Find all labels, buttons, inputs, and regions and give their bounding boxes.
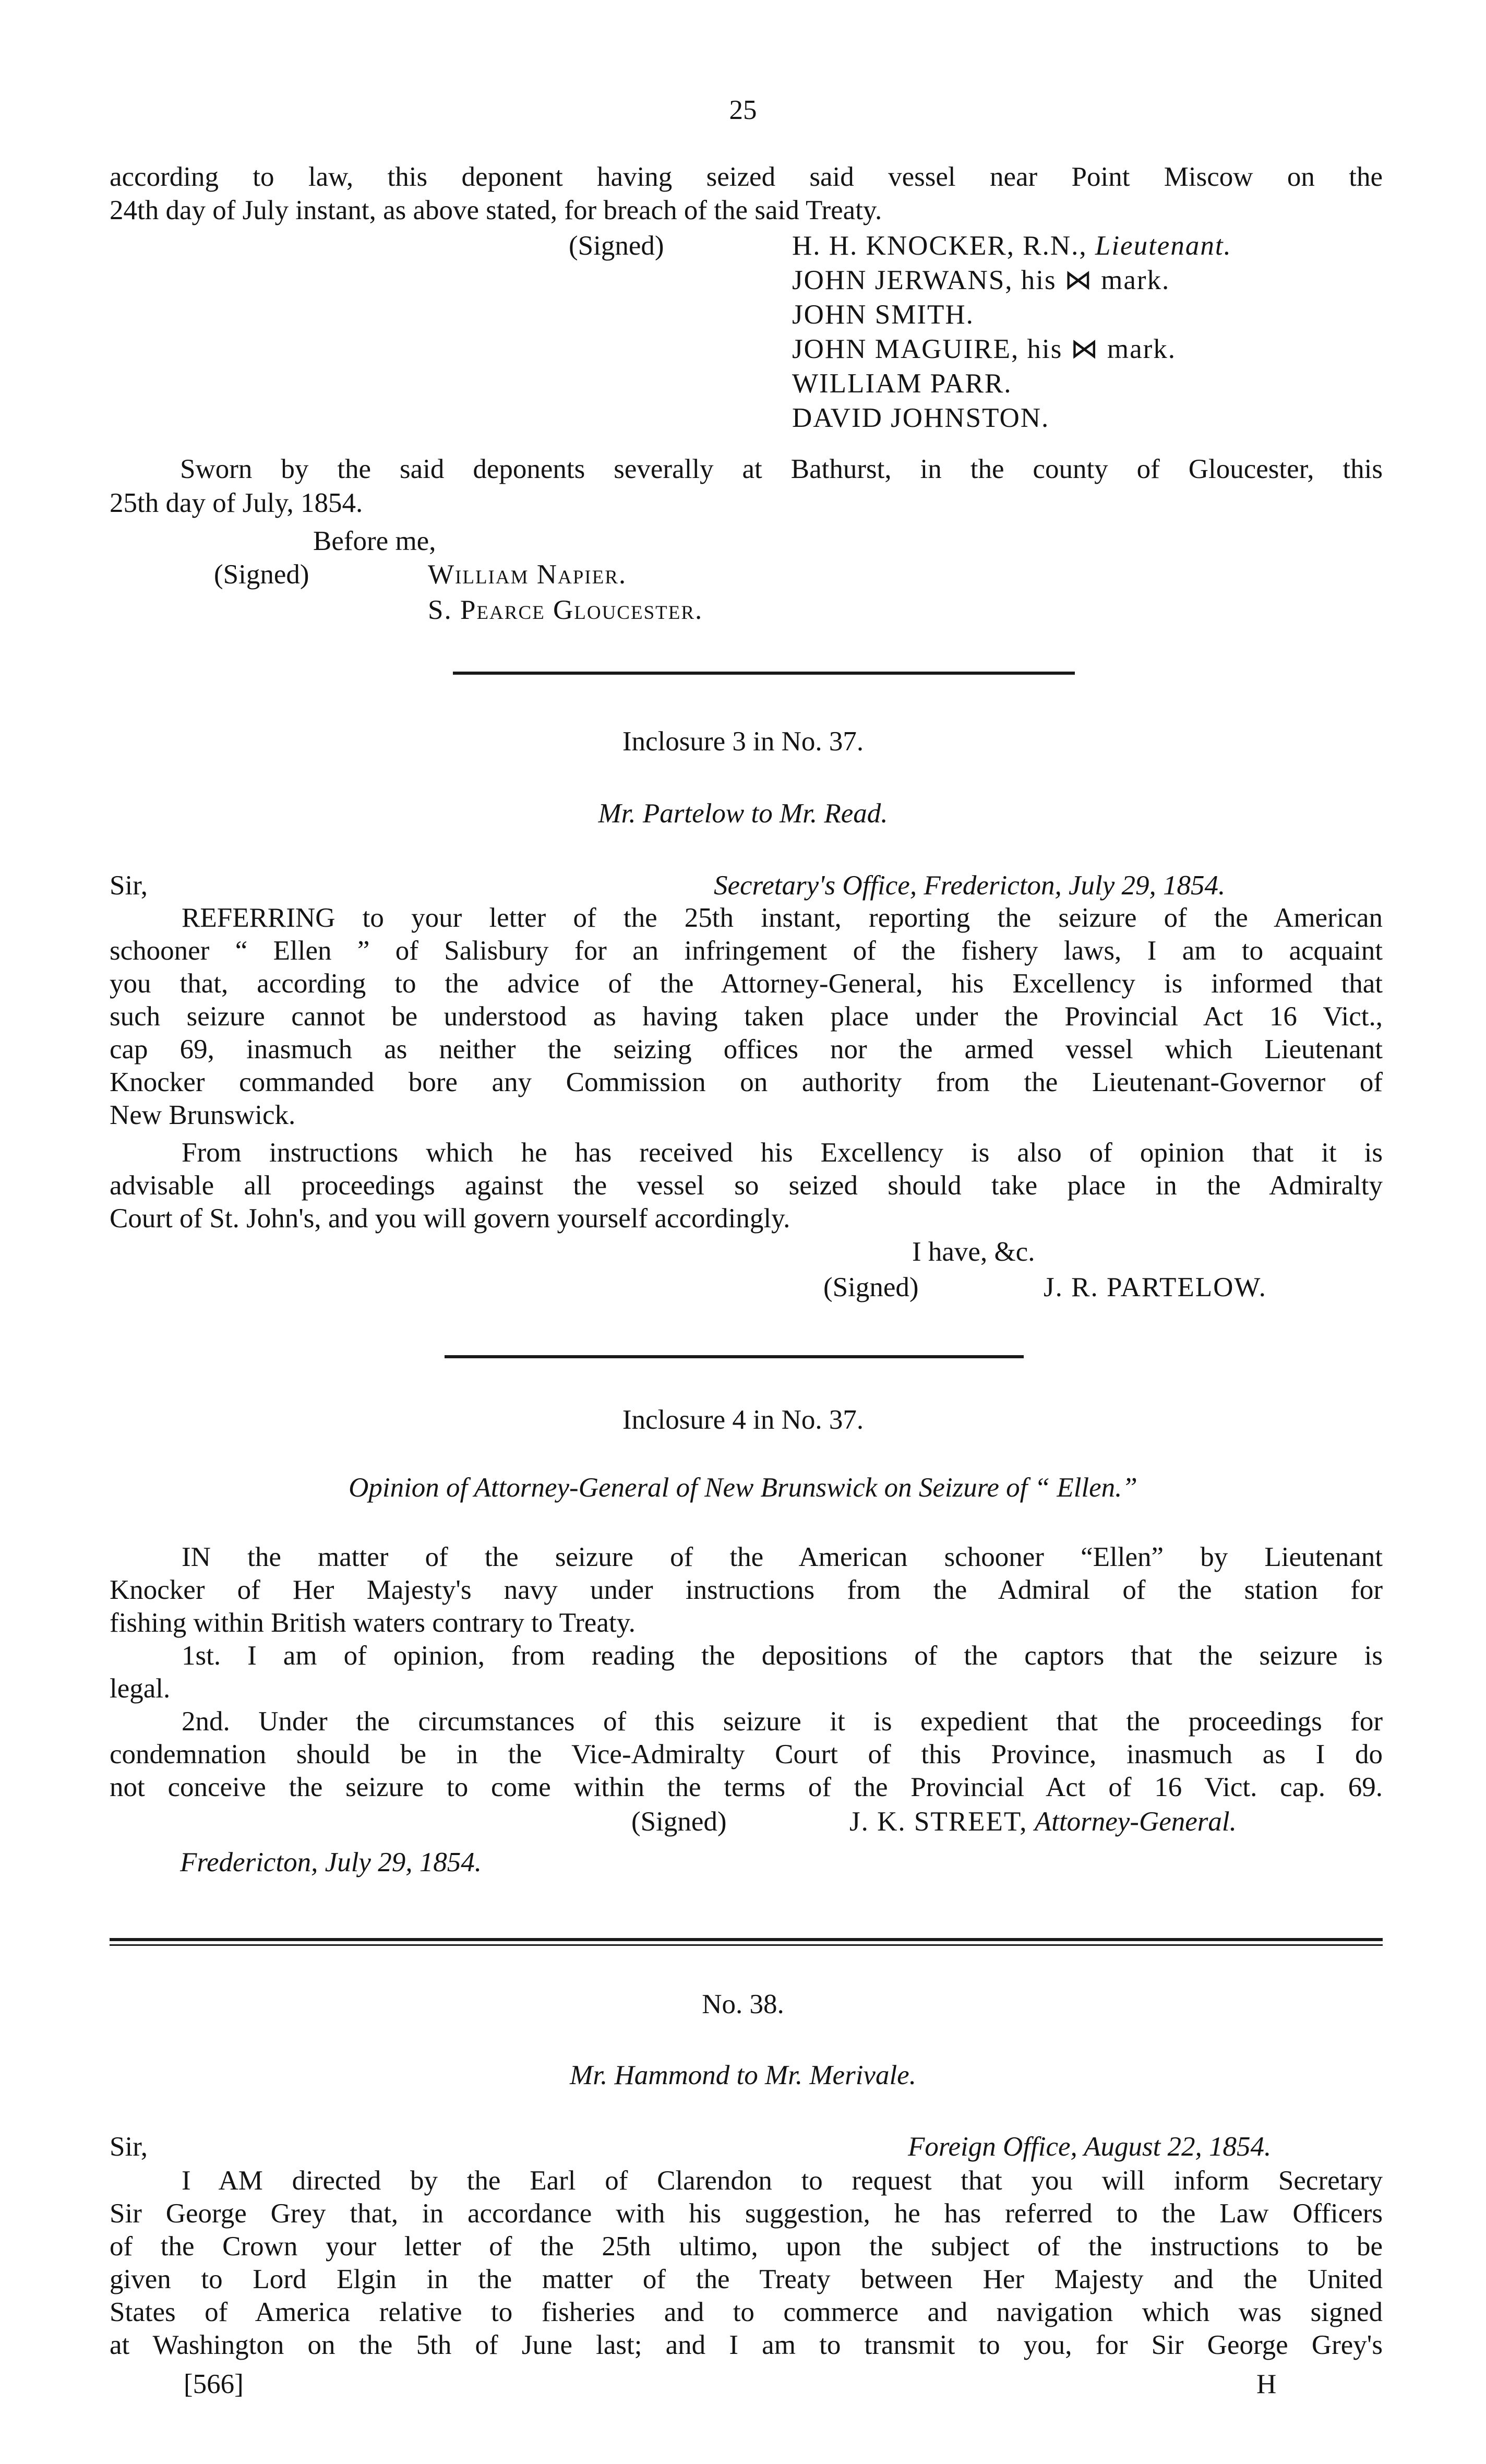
inclosure4-place-date: Fredericton, July 29, 1854. [180, 1847, 482, 1877]
signatory-5: WILLIAM PARR. [792, 368, 1012, 399]
inclosure3-closing: I have, &c. [912, 1237, 1035, 1267]
no38-body-line-2: Sir George Grey that, in accordance with his suggestion, he has referred to the Law Officers [110, 2198, 1383, 2229]
signatory-6: DAVID JOHNSTON. [792, 403, 1050, 433]
section-divider [445, 1355, 1024, 1358]
inclosure4-heading: Inclosure 4 in No. 37. [622, 1405, 864, 1435]
inclosure4-body-line-8: not conceive the seizure to come within the terms of the Provincial Act of 16 Vict. cap. 69. [110, 1772, 1383, 1802]
section-divider [110, 1938, 1383, 1941]
signature-mark: H [1256, 2369, 1277, 2399]
inclosure3-body-line-10: Court of St. John's, and you will govern yourself accordingly. [110, 1203, 790, 1234]
signatory-1: H. H. KNOCKER, R.N., Lieutenant. [792, 231, 1232, 261]
inclosure3-body-line-9: advisable all proceedings against the vessel so seized should take place in the Admiralty [110, 1170, 1383, 1201]
no38-dateline: Foreign Office, August 22, 1854. [908, 2132, 1272, 2162]
inclosure4-body-line-1: IN the matter of the seizure of the American schooner “Ellen” by Lieutenant [182, 1542, 1383, 1572]
sworn-line-2: 25th day of July, 1854. [110, 488, 363, 518]
inclosure4-body-line-3: fishing within British waters contrary to Treaty. [110, 1608, 636, 1638]
inclosure3-body-line-2: schooner “ Ellen ” of Salisbury for an infringement of the fishery laws, I am to acquaint [110, 936, 1383, 966]
page-number: 25 [729, 95, 757, 125]
no38-body-line-3: of the Crown your letter of the 25th ultimo, upon the subject of the instructions to be [110, 2231, 1383, 2262]
inclosure3-body-line-4: such seizure cannot be understood as having taken place under the Provincial Act 16 Vict., [110, 1001, 1383, 1032]
signatory-3: JOHN SMITH. [792, 300, 974, 330]
inclosure3-body-line-6: Knocker commanded bore any Commission on authority from the Lieutenant-Governor of [110, 1067, 1383, 1097]
inclosure3-subtitle: Mr. Partelow to Mr. Read. [598, 798, 888, 829]
witness-1: William Napier. [428, 559, 627, 590]
inclosure3-body-line-5: cap 69, inasmuch as neither the seizing offices nor the armed vessel which Lieutenant [110, 1034, 1383, 1064]
inclosure4-body-line-4: 1st. I am of opinion, from reading the depositions of the captors that the seizure is [182, 1641, 1383, 1671]
inclosure3-signed-label: (Signed) [823, 1272, 919, 1302]
no38-salutation: Sir, [110, 2132, 148, 2162]
signatory-4: JOHN MAGUIRE, his ⋈ mark. [792, 334, 1177, 364]
deposition-signed-label: (Signed) [569, 231, 664, 261]
deposition-line-2: 24th day of July instant, as above stated, for breach of the said Treaty. [110, 195, 882, 225]
inclosure3-body-line-3: you that, according to the advice of the Attorney-General, his Excellency is informed that [110, 968, 1383, 999]
inclosure4-signer: J. K. STREET, Attorney-General. [849, 1807, 1237, 1837]
print-number: [566] [184, 2369, 244, 2399]
witness-2: S. Pearce Gloucester. [428, 595, 703, 625]
no38-body-line-6: at Washington on the 5th of June last; and I am to transmit to you, for Sir George Grey's [110, 2330, 1383, 2360]
no38-body-line-5: States of America relative to fisheries and to commerce and navigation which was signed [110, 2297, 1383, 2327]
inclosure4-subtitle: Opinion of Attorney-General of New Brunswick on Seizure of “ Ellen.” [349, 1473, 1137, 1503]
inclosure3-signer: J. R. PARTELOW. [1044, 1272, 1267, 1302]
inclosure3-dateline: Secretary's Office, Fredericton, July 29, 1854. [714, 870, 1226, 901]
no38-body-line-4: given to Lord Elgin in the matter of the Treaty between Her Majesty and the United [110, 2264, 1383, 2294]
inclosure3-body-line-1: REFERRING to your letter of the 25th instant, reporting the seizure of the American [182, 903, 1383, 933]
deposition-line-1: according to law, this deponent having seized said vessel near Point Miscow on the [110, 162, 1383, 192]
inclosure3-body-line-8: From instructions which he has received his Excellency is also of opinion that it is [182, 1138, 1383, 1168]
sworn-line-1: Sworn by the said deponents severally at Bathurst, in the county of Gloucester, this [180, 454, 1383, 484]
no38-subtitle: Mr. Hammond to Mr. Merivale. [570, 2060, 916, 2090]
no38-heading: No. 38. [702, 1989, 784, 2019]
signatory-2: JOHN JERWANS, his ⋈ mark. [792, 265, 1170, 295]
inclosure4-body-line-2: Knocker of Her Majesty's navy under instructions from the Admiral of the station for [110, 1575, 1383, 1605]
before-me: Before me, [313, 526, 436, 556]
inclosure4-signed-label: (Signed) [631, 1807, 727, 1837]
inclosure4-body-line-5: legal. [110, 1673, 171, 1704]
inclosure3-salutation: Sir, [110, 870, 148, 901]
witness-signed-label: (Signed) [214, 559, 309, 590]
section-divider [453, 672, 1075, 675]
inclosure3-body-line-7: New Brunswick. [110, 1100, 296, 1130]
inclosure3-heading: Inclosure 3 in No. 37. [622, 726, 864, 757]
inclosure4-body-line-6: 2nd. Under the circumstances of this seizure it is expedient that the proceedings for [182, 1706, 1383, 1737]
section-divider [110, 1944, 1383, 1946]
no38-body-line-1: I AM directed by the Earl of Clarendon to request that you will inform Secretary [182, 2166, 1383, 2196]
inclosure4-body-line-7: condemnation should be in the Vice-Admiralty Court of this Province, inasmuch as I do [110, 1739, 1383, 1769]
